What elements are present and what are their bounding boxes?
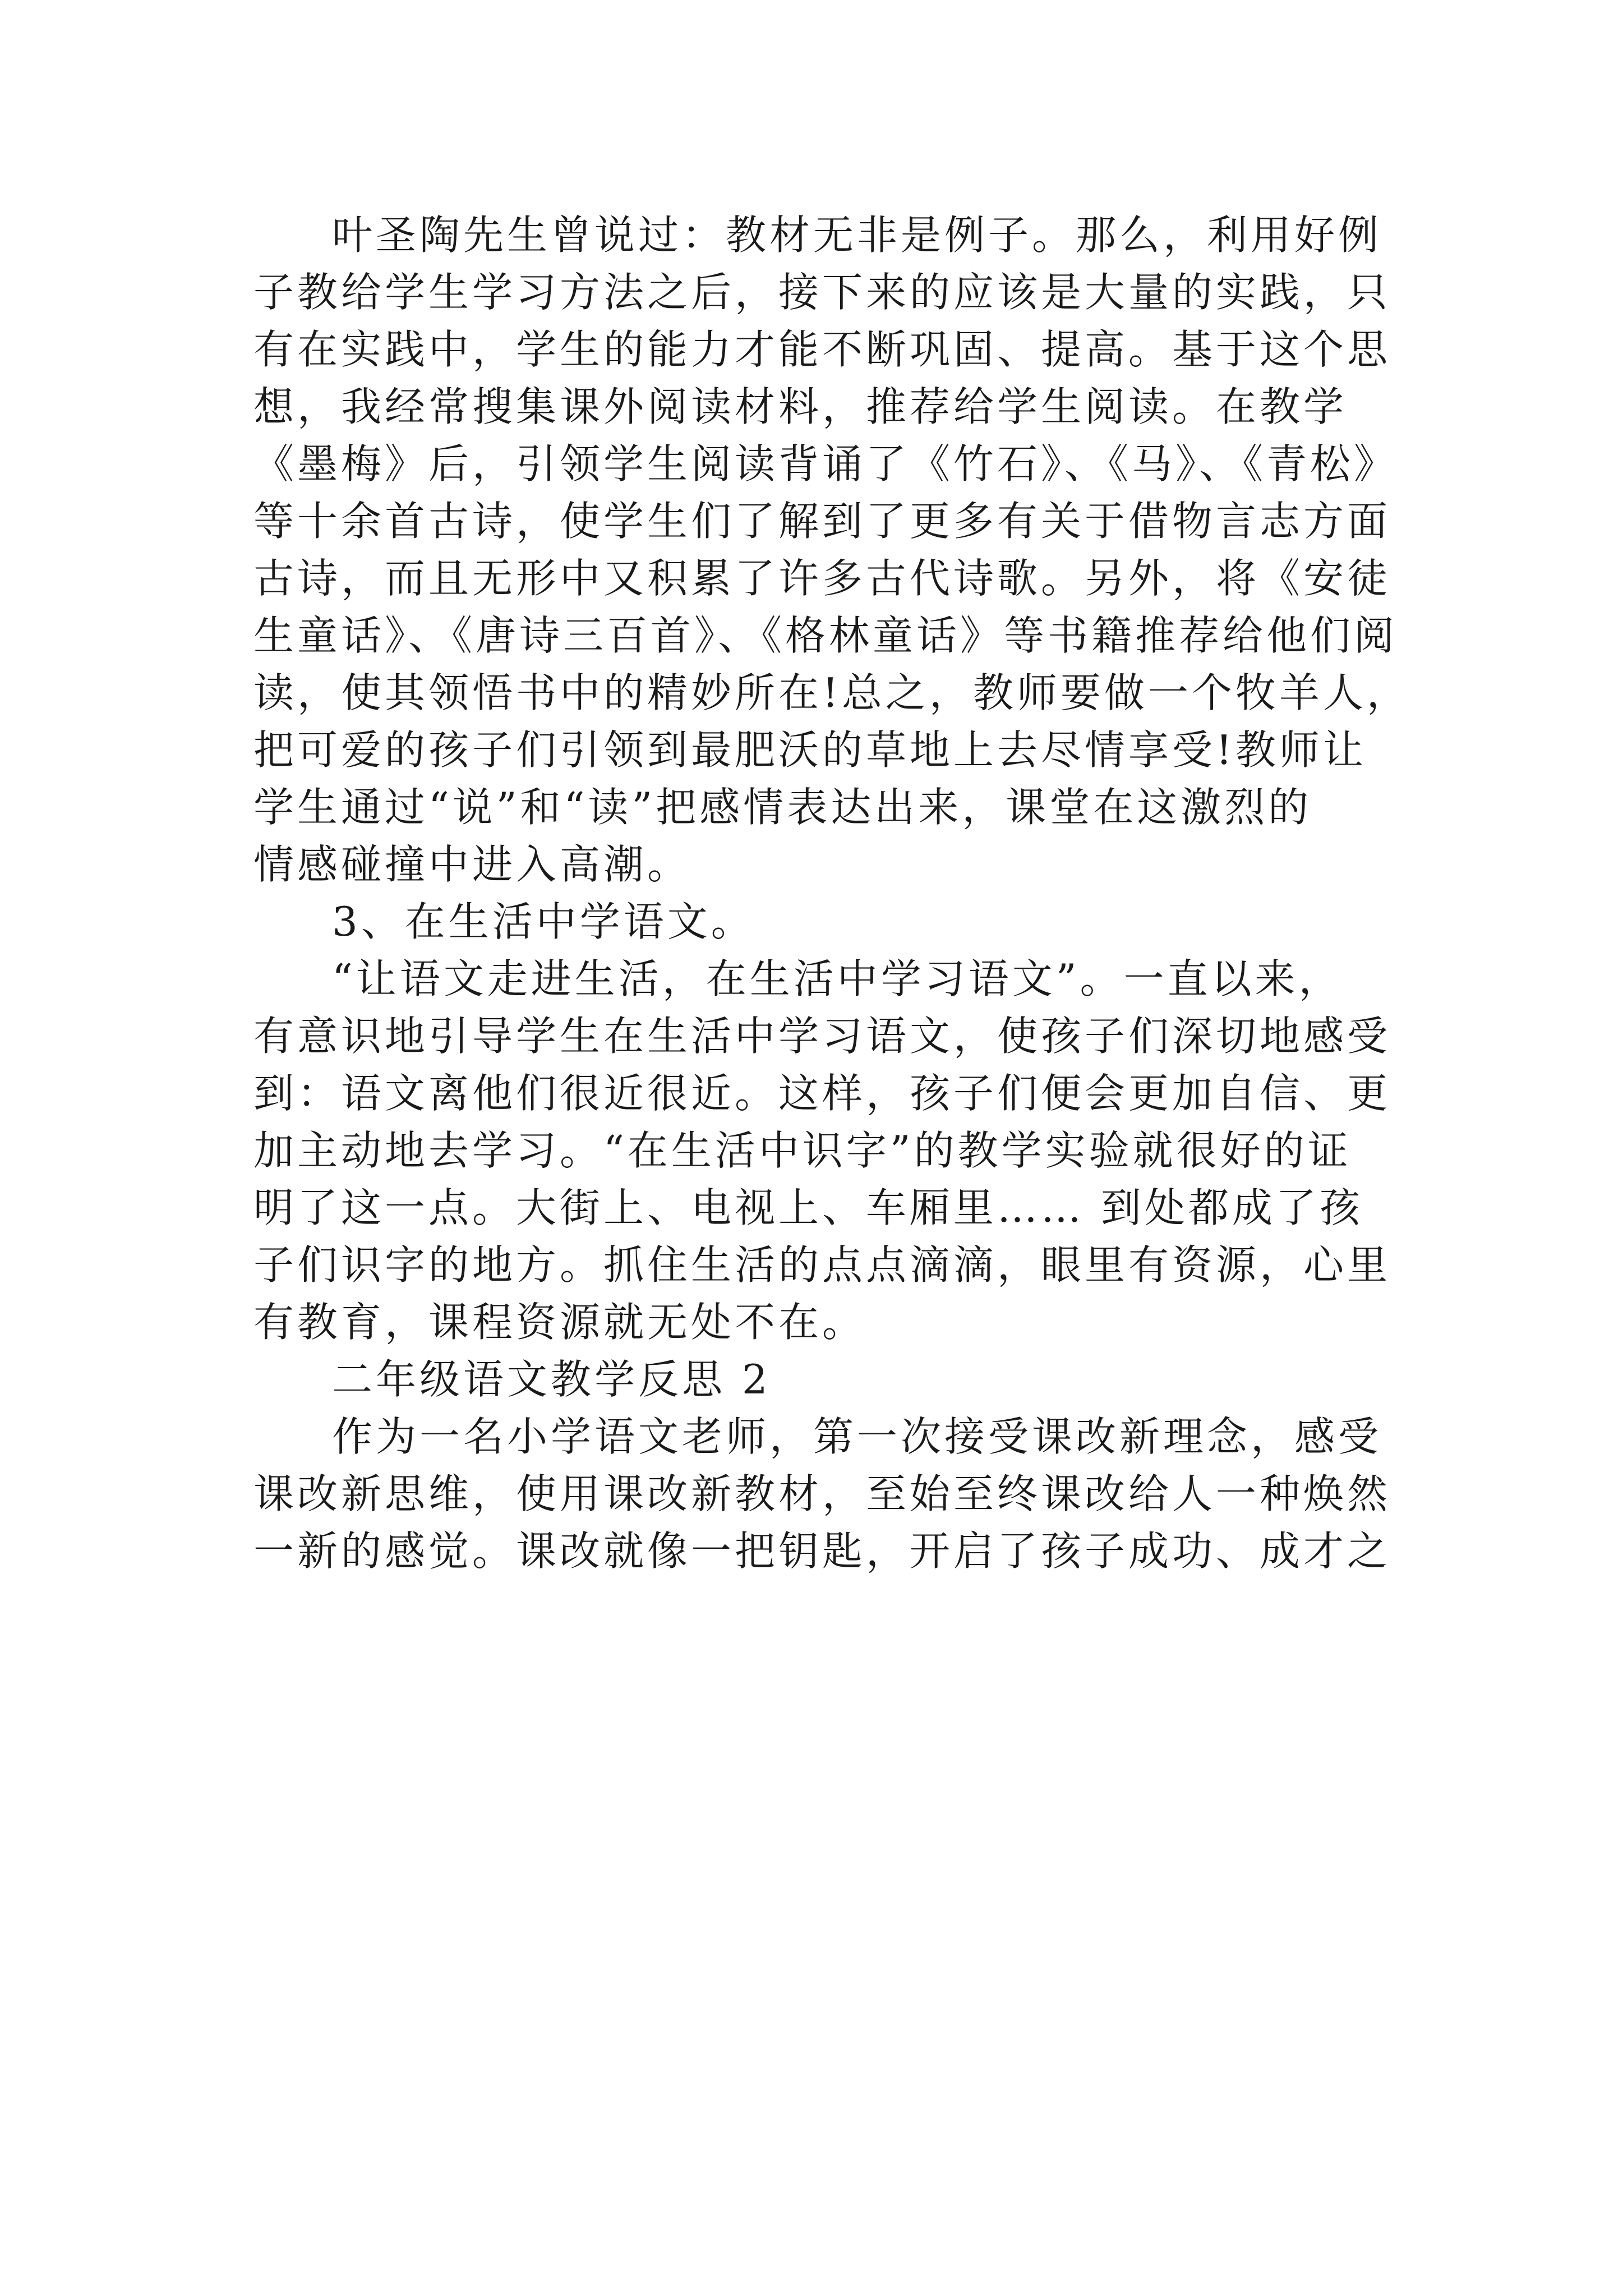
text-line: 生童话》、《唐诗三百首》、《格林童话》等书籍推荐给他们阅 — [253, 612, 1398, 659]
text-line: 课改新思维，使用课改新教材，至始至终课改给人一种焕然 — [253, 1470, 1391, 1517]
text-line: 到：语文离他们很近很近。这样，孩子们便会更加自信、更 — [253, 1070, 1391, 1117]
text-line: 等十余首古诗，使学生们了解到了更多有关于借物言志方面 — [253, 498, 1391, 545]
text-line: 有意识地引导学生在生活中学习语文，使孩子们深切地感受 — [253, 1013, 1391, 1060]
text-line: 学生通过“说”和“读”把感情表达出来，课堂在这激烈的 — [253, 784, 1312, 831]
article-title-2 — [253, 1351, 1409, 1408]
text-line: 子们识字的地方。抓住生活的点点滴滴，眼里有资源，心里 — [253, 1241, 1391, 1289]
paragraph-3 — [253, 950, 1409, 1351]
paragraph-5 — [253, 1408, 1409, 1580]
text-line: 《墨梅》后，引领学生阅读背诵了《竹石》、《马》、《青松》 — [253, 440, 1398, 487]
paragraph-1 — [253, 206, 1409, 893]
text-line: 作为一名小学语文老师，第一次接受课改新理念，感受 — [332, 1413, 1382, 1460]
text-line: 情感碰撞中进入高潮。 — [253, 841, 691, 888]
document-body — [253, 206, 1409, 1580]
text-line: 子教给学生学习方法之后，接下来的应该是大量的实践，只 — [253, 269, 1391, 316]
text-line: 有教育，课程资源就无处不在。 — [253, 1299, 866, 1346]
text-line: 一新的感觉。课改就像一把钥匙，开启了孩子成功、成才之 — [253, 1527, 1391, 1575]
text-line: 把可爱的孩子们引领到最肥沃的草地上去尽情享受!教师让 — [253, 726, 1367, 774]
section-heading-3 — [253, 893, 1409, 950]
text-line: 想，我经常搜集课外阅读材料，推荐给学生阅读。在教学 — [253, 383, 1348, 430]
text-line: 加主动地去学习。“在生活中识字”的教学实验就很好的证 — [253, 1127, 1352, 1174]
text-line: 读，使其领悟书中的精妙所在!总之，教师要做一个牧羊人， — [253, 669, 1410, 716]
text-line: 叶圣陶先生曾说过：教材无非是例子。那么，利用好例 — [332, 211, 1382, 259]
text-line: 3、在生活中学语文。 — [332, 898, 755, 945]
text-line: 古诗，而且无形中又积累了许多古代诗歌。另外，将《安徒 — [253, 555, 1391, 602]
text-line: 二年级语文教学反思 2 — [332, 1356, 771, 1403]
text-line: 有在实践中，学生的能力才能不断巩固、提高。基于这个思 — [253, 326, 1391, 373]
text-line: “让语文走进生活，在生活中学习语文”。一直以来， — [332, 955, 1343, 1002]
text-line: 明了这一点。大街上、电视上、车厢里…… 到处都成了孩 — [253, 1184, 1363, 1231]
